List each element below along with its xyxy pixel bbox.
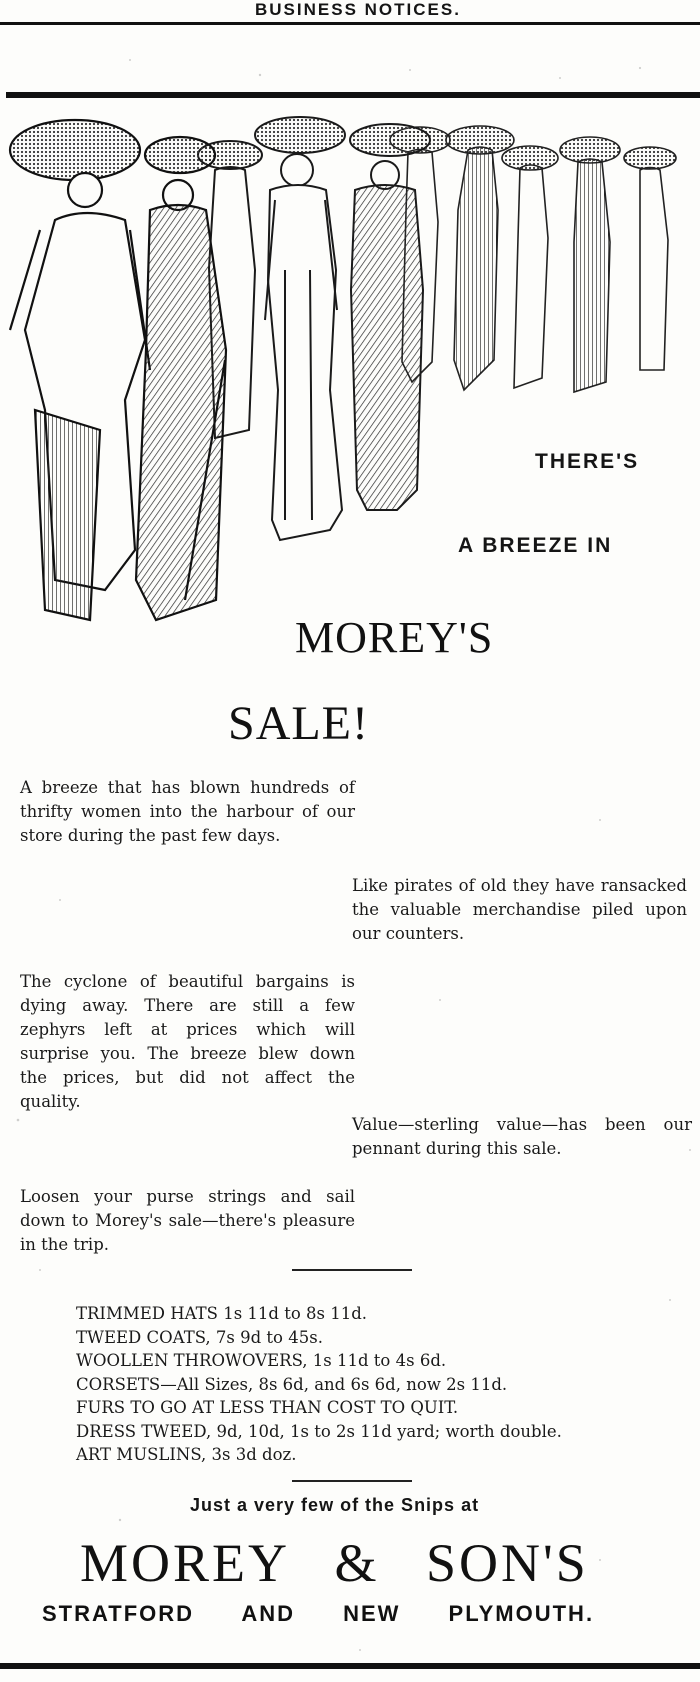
ad-bottom-border [0, 1663, 700, 1669]
price-item: DRESS TWEED, 9d, 10d, 1s to 2s 11d yard; worth double. [76, 1421, 562, 1441]
price-item: TWEED COATS, 7s 9d to 45s. [76, 1327, 323, 1347]
tagline-line-1: THERE'S [535, 450, 640, 473]
paragraph-value [352, 1113, 692, 1161]
price-item: TRIMMED HATS 1s 11d to 8s 11d. [76, 1304, 368, 1323]
section-divider [292, 1269, 412, 1271]
sale-title: SALE! [228, 697, 369, 750]
store-locations: STRATFORD AND NEW PLYMOUTH. [42, 1601, 595, 1626]
foreground-figures [10, 120, 226, 620]
footer-divider [292, 1480, 412, 1482]
ad-top-border [6, 92, 700, 98]
paragraph-breeze [20, 776, 355, 848]
price-item: CORSETS—All Sizes, 8s 6d, and 6s 6d, now 2s 11d. [76, 1374, 508, 1394]
section-title: BUSINESS NOTICES. [255, 0, 461, 19]
paragraph-value-text: Value—sterling value—has been our pennant during this sale. [352, 1115, 692, 1158]
paragraph-purse-text: Loosen your purse strings and sail down to Morey's sale—there's pleasure in the trip. [20, 1187, 355, 1254]
price-item: FURS TO GO AT LESS THAN COST TO QUIT. [76, 1398, 459, 1417]
price-item: ART MUSLINS, 3s 3d doz. [76, 1445, 297, 1464]
middle-figures [198, 117, 430, 540]
crowd-of-women-illustration [0, 110, 700, 690]
snips-line: Just a very few of the Snips at [190, 1495, 480, 1515]
paragraph-pirates [352, 874, 687, 946]
header-rule [0, 22, 700, 25]
paragraph-purse [20, 1185, 355, 1257]
shop-name: MOREY & SON'S [80, 1533, 589, 1593]
store-title: MOREY'S [295, 613, 494, 662]
paragraph-cyclone [20, 970, 355, 1114]
price-list [76, 1302, 562, 1467]
paragraph-pirates-text: Like pirates of old they have ransacked the valuable merchandise piled upon our counters. [352, 876, 687, 943]
paragraph-cyclone-text: The cyclone of beautiful bargains is dying away. There are still a few zephyrs left at prices which will surprise you. The breeze blew down the prices, but did not affect the quality. [20, 972, 355, 1111]
paragraph-breeze-text: A breeze that has blown hundreds of thrifty women into the harbour of our store during the past few days. [20, 778, 355, 845]
background-figures [390, 126, 676, 392]
price-item: WOOLLEN THROWOVERS, 1s 11d to 4s 6d. [76, 1351, 447, 1370]
tagline-line-2: A BREEZE IN [458, 534, 613, 557]
